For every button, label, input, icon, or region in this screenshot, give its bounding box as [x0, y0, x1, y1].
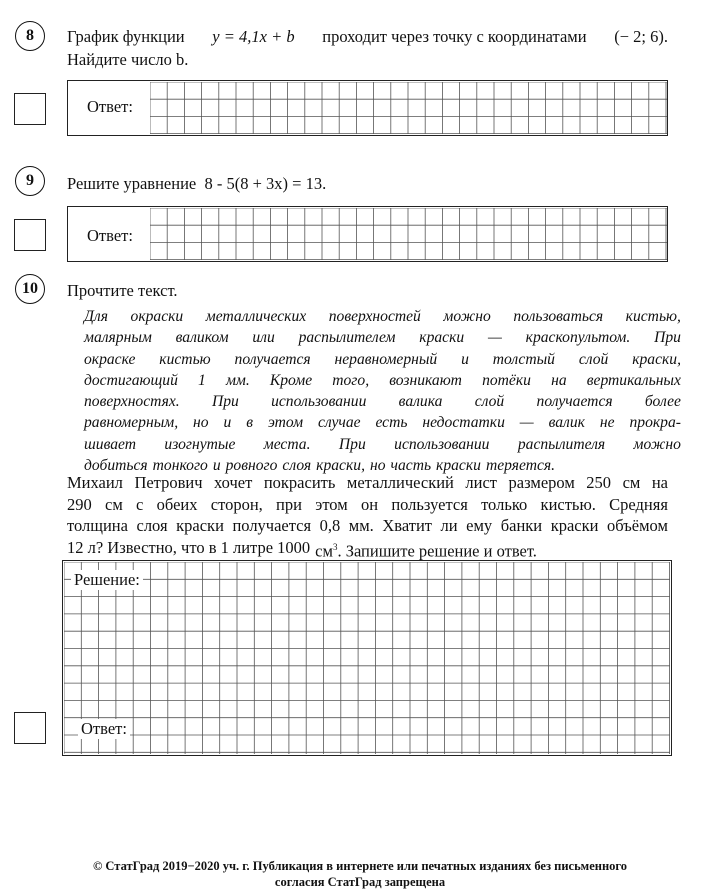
task-9-answer-label: Ответ:	[84, 226, 136, 246]
text-line: равномерным, но и в этом случае есть недостатки — валик не прокра-	[84, 414, 681, 432]
task-10-number	[15, 274, 45, 304]
task-8-point: (− 2; 6).	[614, 27, 668, 46]
task-9-answer-grid[interactable]	[150, 208, 667, 260]
text-line: достигающий 1 мм. Кроме того, возникают потёки на вертикальных	[84, 371, 681, 389]
task-8-prefix: График функции	[67, 27, 185, 46]
task-9-equation: 8 - 5(8 + 3x) = 13.	[204, 174, 327, 193]
text-line: Михаил Петрович хочет покрасить металлический лист размером 250 см на	[67, 473, 668, 492]
task-10-problem-text	[67, 472, 668, 562]
task-8-statement	[67, 26, 668, 48]
task-8-answer-grid[interactable]	[150, 82, 667, 134]
footer-line-2: согласия СтатГрад запрещена	[274, 875, 446, 889]
footer-line-1: © СтатГрад 2019−2020 уч. г. Публикация в интернете или печатных изданиях без письменного	[92, 859, 628, 873]
task-10-answer-label: Ответ:	[78, 719, 130, 739]
task-8-number-text: 8	[26, 27, 34, 44]
text-line: добиться тонкого и ровного слоя краски, но часть краски теряется.	[84, 457, 556, 475]
task-8-answer-label: Ответ:	[84, 97, 136, 117]
text-line: окраске кистью получается неравномерный и толстый слой краски,	[84, 350, 681, 368]
task-9-prefix: Решите уравнение	[67, 174, 197, 193]
text-line: шивает изогнутые места. При использовании распылителя можно	[84, 435, 681, 453]
task-10-solution-label: Решение:	[71, 570, 143, 590]
task-10-number-text: 10	[22, 280, 38, 297]
task-8-formula: y = 4,1x + b	[212, 27, 295, 46]
problem-unit-exponent: 3	[332, 541, 338, 552]
task-9-mark-box[interactable]	[14, 219, 46, 251]
task-8-question: Найдите число b.	[67, 50, 189, 69]
text-line: толщина слоя краски получается 0,8 мм. Хватит ли ему банки краски объёмом	[67, 516, 668, 536]
text-line: поверхностях. При использовании валика слой получается более	[84, 393, 681, 411]
task-8-mark-box[interactable]	[14, 93, 46, 125]
task-9-number-text: 9	[26, 172, 34, 189]
text-line: 290 см с обеих сторон, при этом он пользуется только кистью. Средняя	[67, 494, 668, 514]
task-10-intro: Прочтите текст.	[67, 281, 178, 300]
problem-line-last	[67, 537, 668, 562]
problem-last-part-a: 12 л? Известно, что в 1 литре 1000	[67, 537, 311, 557]
text-line: Для окраски металлических поверхностей можно пользоваться кистью,	[84, 308, 681, 325]
task-10-solution-grid[interactable]	[64, 562, 670, 754]
task-8-middle: проходит через точку с координатами	[322, 27, 587, 46]
task-9-statement	[67, 173, 326, 195]
task-10-mark-box[interactable]	[14, 712, 46, 744]
problem-unit: $см^3$. Запишите решение и ответ.	[315, 541, 537, 561]
task-9-number	[15, 166, 45, 196]
task-10-reading-text	[84, 306, 681, 476]
footer-copyright	[0, 858, 720, 890]
task-8-number	[15, 21, 45, 51]
text-line: малярным валиком или распылителем краски — краскопультом. При	[84, 329, 681, 347]
